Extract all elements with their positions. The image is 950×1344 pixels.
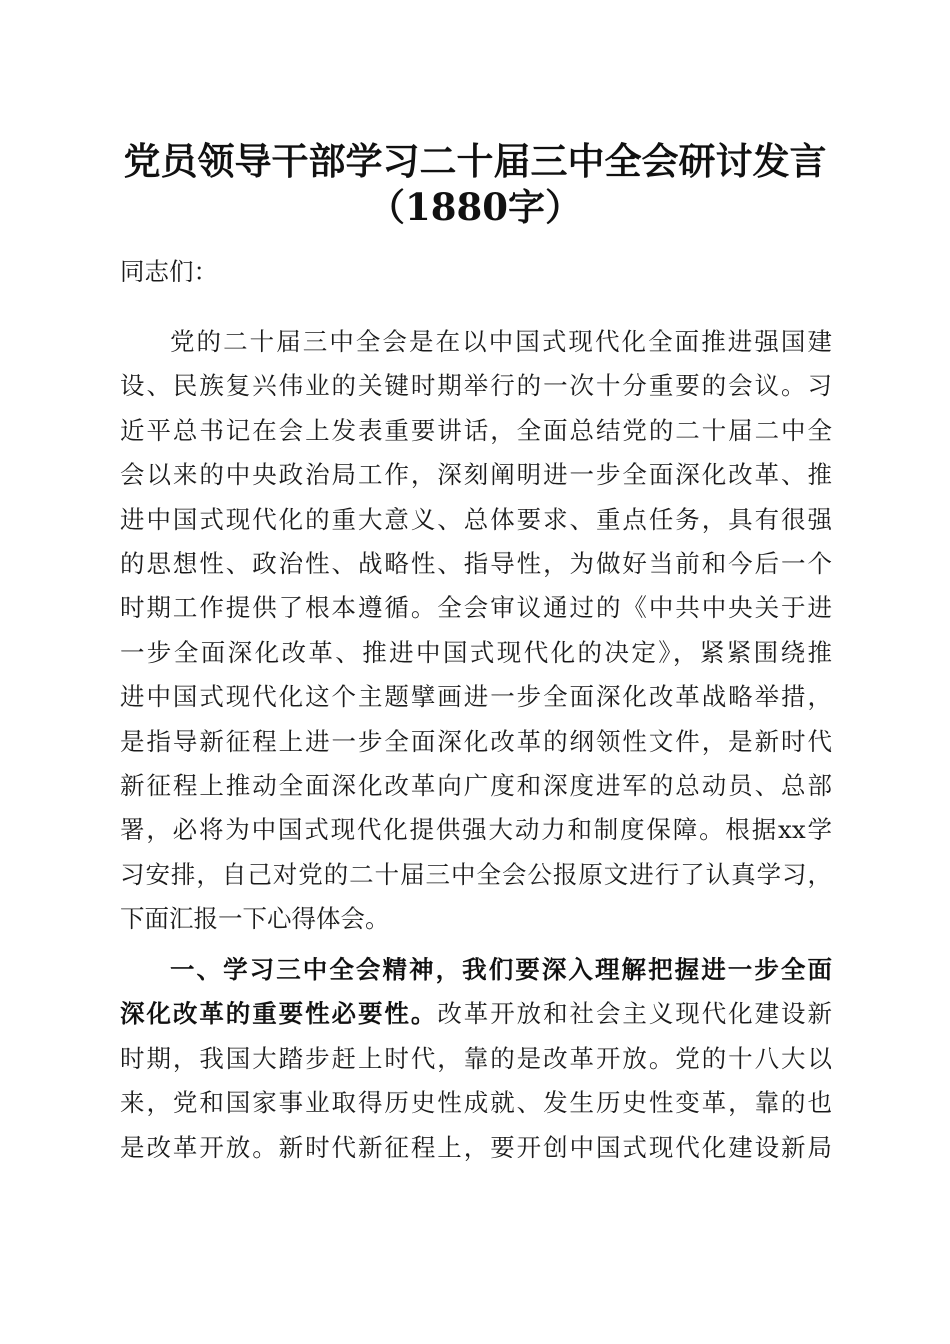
paragraph-line: 设、民族复兴伟业的关键时期举行的一次十分重要的会议。习 xyxy=(120,371,832,401)
paragraph-line: 下面汇报一下心得体会。 xyxy=(120,904,390,934)
paragraph-line: 党的二十届三中全会是在以中国式现代化全面推进强国建 xyxy=(170,327,832,356)
greeting: 同志们： xyxy=(120,257,218,286)
paragraph-line: 是指导新征程上进一步全面深化改革的纲领性文件，是新时代 xyxy=(120,726,832,756)
paragraph-line xyxy=(120,992,832,1036)
paragraph-line: 署，必将为中国式现代化提供强大动力和制度保障。根据xx学 xyxy=(120,815,832,845)
paragraph-line: 一步全面深化改革、推进中国式现代化的决定》，紧紧围绕推 xyxy=(120,637,832,667)
paragraph-line: 会以来的中央政治局工作，深刻阐明进一步全面深化改革、推 xyxy=(120,460,832,490)
paragraph-line: 新征程上推动全面深化改革向广度和深度进军的总动员、总部 xyxy=(120,770,832,800)
paragraph-line: 时期工作提供了根本遵循。全会审议通过的《中共中央关于进 xyxy=(120,593,832,623)
paragraph-line: 习安排，自己对党的二十届三中全会公报原文进行了认真学习， xyxy=(120,859,832,889)
paragraph-line: 进中国式现代化这个主题擘画进一步全面深化改革战略举措， xyxy=(120,682,832,712)
paragraph-line: 进中国式现代化的重大意义、总体要求、重点任务，具有很强 xyxy=(120,504,832,534)
paragraph-line: 的思想性、政治性、战略性、指导性，为做好当前和今后一个 xyxy=(120,548,832,578)
paragraph-line: 是改革开放。新时代新征程上，要开创中国式现代化建设新局 xyxy=(120,1132,832,1162)
section-1-text: 改革开放和社会主义现代化建设新 xyxy=(437,999,832,1029)
section-1 xyxy=(120,948,832,1170)
document-title: 党员领导干部学习二十届三中全会研讨发言 xyxy=(123,139,827,183)
paragraph-intro xyxy=(120,320,832,941)
document-subtitle-word-count: （1880字） xyxy=(368,185,582,229)
paragraph-line: 时期，我国大踏步赶上时代，靠的是改革开放。党的十八大以 xyxy=(120,1043,832,1073)
section-1-heading: 一、学习三中全会精神，我们要深入理解把握进一步全面 xyxy=(170,955,832,984)
section-1-heading-end: 深化改革的重要性必要性。 xyxy=(120,999,438,1029)
paragraph-line: 来，党和国家事业取得历史性成就、发生历史性变革，靠的也 xyxy=(120,1088,832,1118)
paragraph-line: 近平总书记在会上发表重要讲话，全面总结党的二十届二中全 xyxy=(120,415,832,445)
